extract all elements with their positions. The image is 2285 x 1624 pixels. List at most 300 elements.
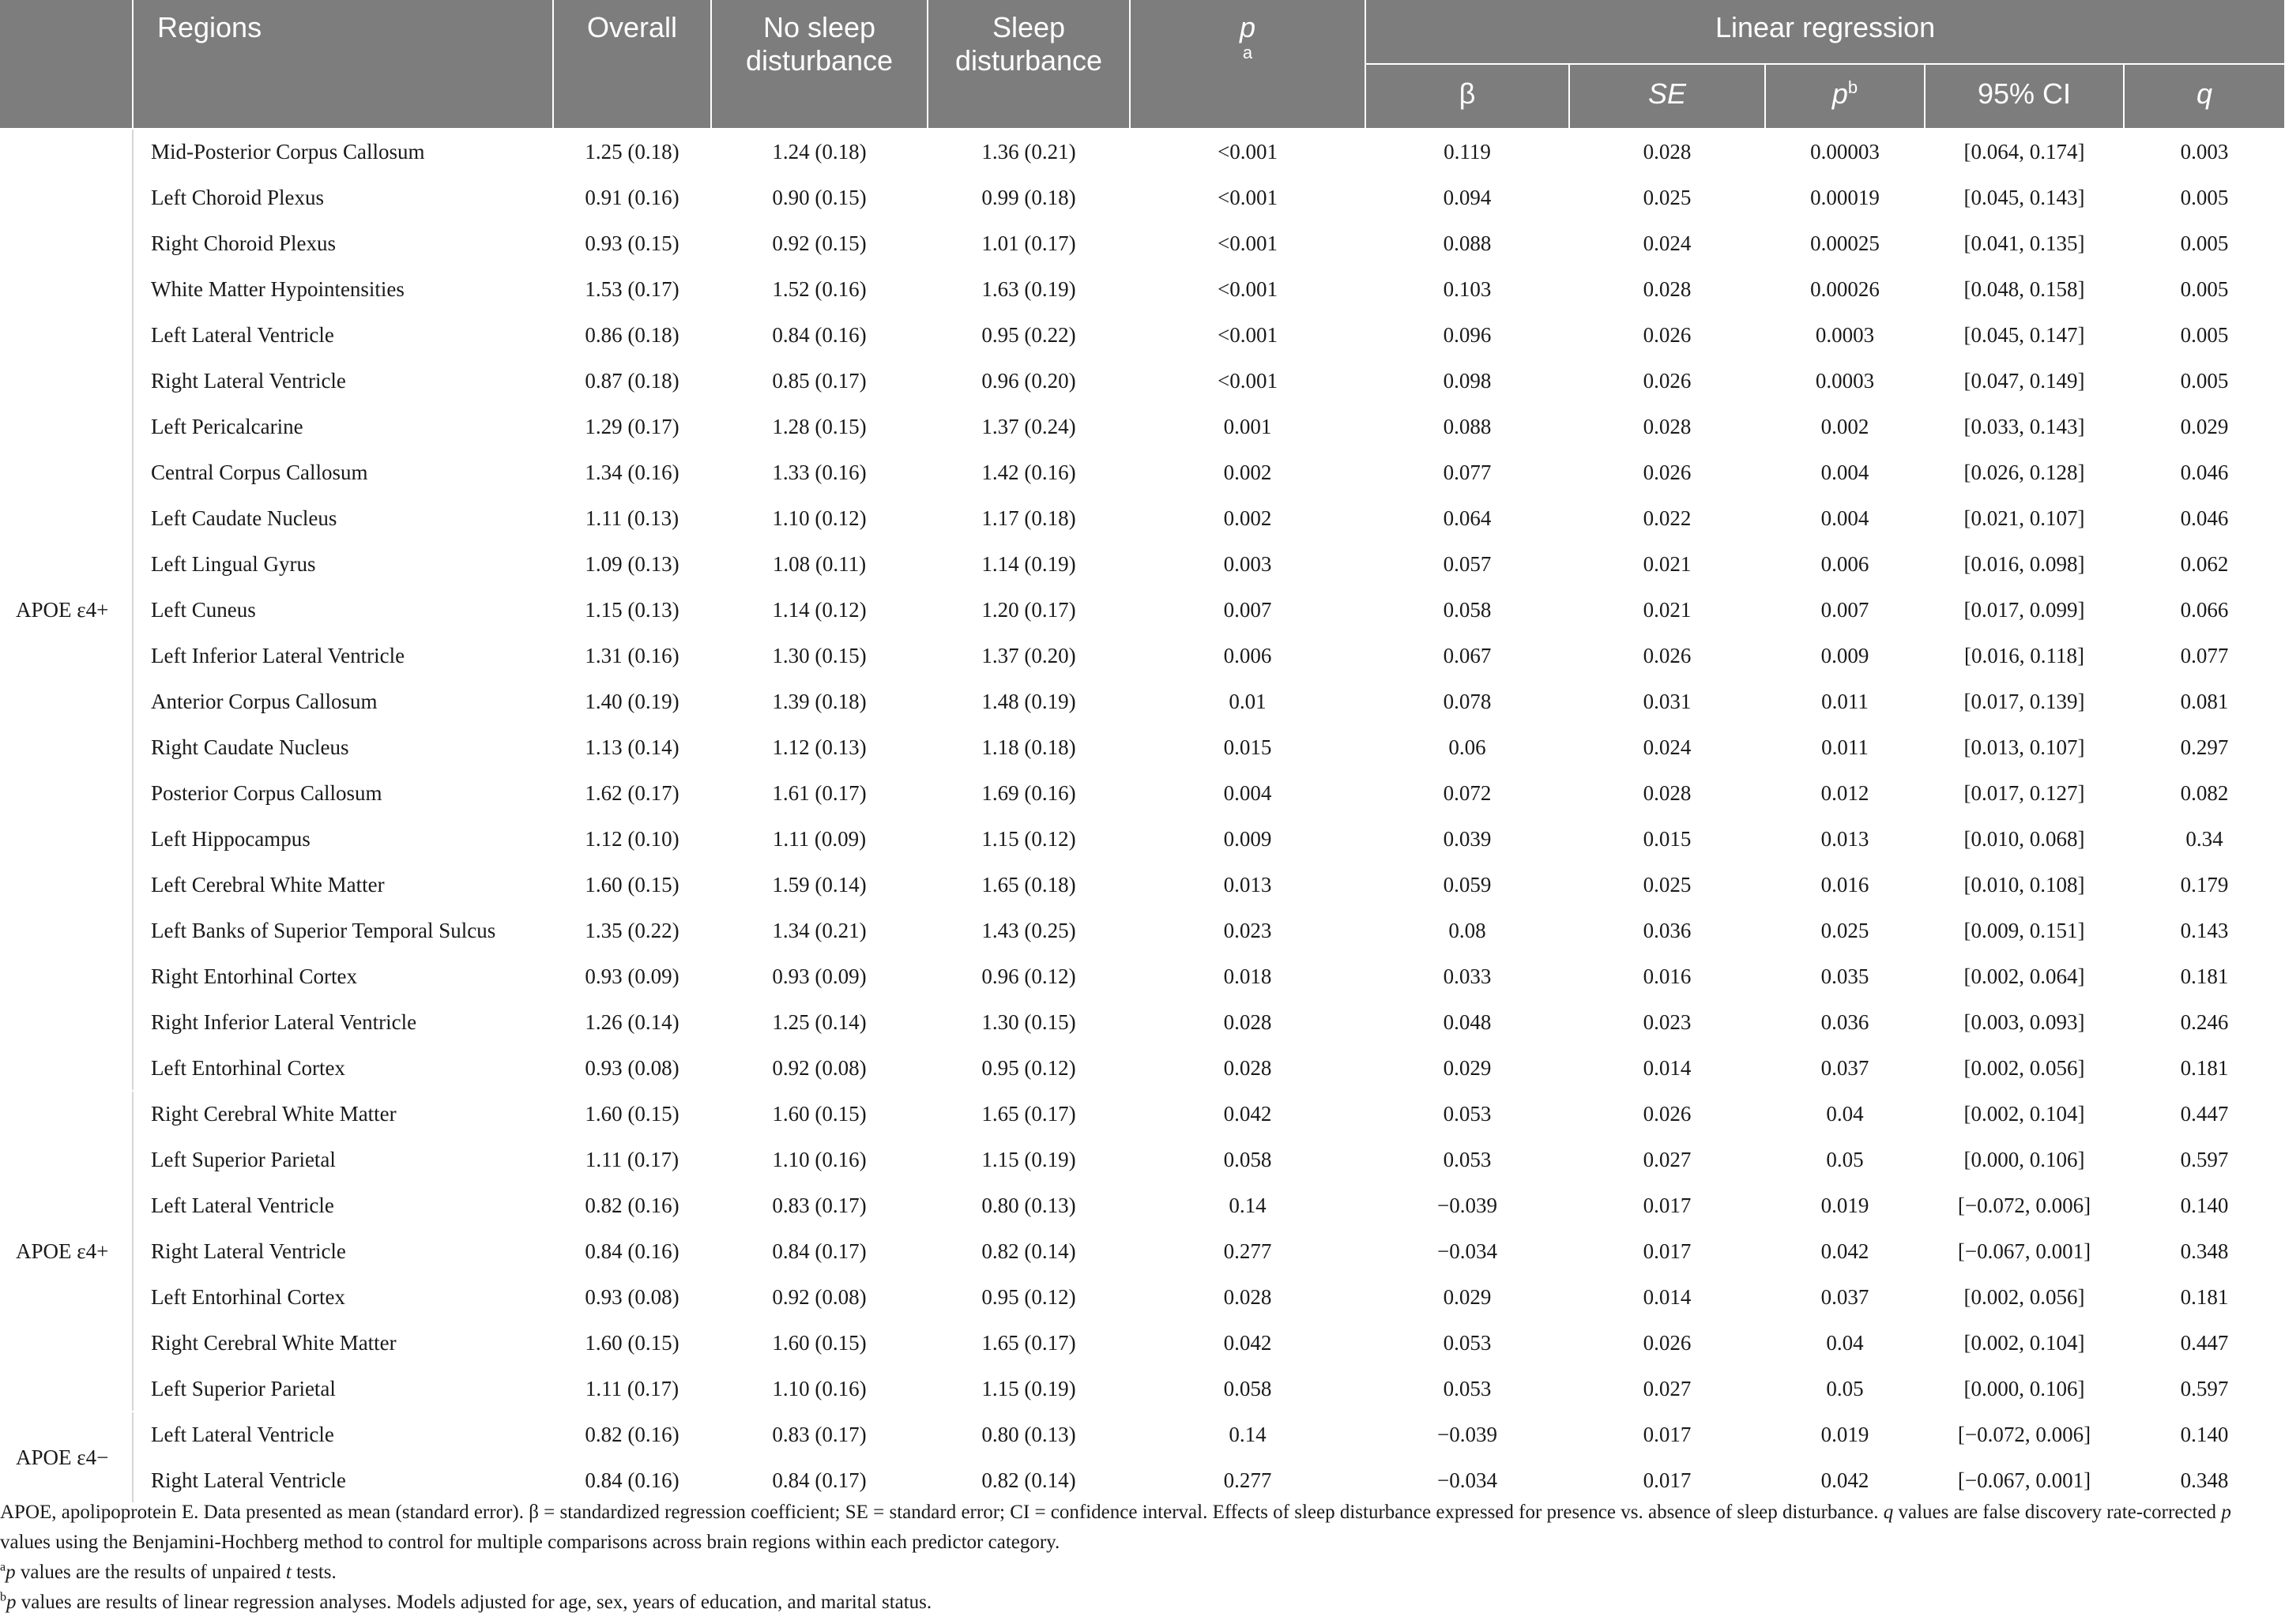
cell-region: Left Cuneus bbox=[133, 587, 553, 633]
header-q: q bbox=[2124, 64, 2285, 129]
cell-region: Left Pericalcarine bbox=[133, 404, 553, 449]
header-linear-regression: Linear regression bbox=[1365, 0, 2285, 64]
cell-p-b: 0.019 bbox=[1765, 1412, 1925, 1457]
cell-se: 0.026 bbox=[1569, 312, 1765, 358]
group-label: APOE ε4+ bbox=[0, 1091, 133, 1412]
cell-q: 0.181 bbox=[2124, 953, 2285, 999]
cell-sleep: 0.80 (0.13) bbox=[928, 1182, 1130, 1228]
cell-sleep: 1.37 (0.24) bbox=[928, 404, 1130, 449]
cell-region: Left Entorhinal Cortex bbox=[133, 1045, 553, 1091]
header-pb-footnote-mark: b bbox=[1847, 77, 1858, 97]
cell-no-sleep: 0.84 (0.17) bbox=[711, 1228, 928, 1274]
cell-sleep: 1.65 (0.18) bbox=[928, 862, 1130, 908]
footnote-b-p: p bbox=[6, 1592, 17, 1613]
cell-p-value: 0.009 bbox=[1130, 816, 1365, 862]
table-row bbox=[0, 449, 2285, 495]
table-row bbox=[0, 1045, 2285, 1091]
cell-p-b: 0.00025 bbox=[1765, 220, 1925, 266]
cell-q: 0.348 bbox=[2124, 1228, 2285, 1274]
cell-region: Right Choroid Plexus bbox=[133, 220, 553, 266]
cell-no-sleep: 1.61 (0.17) bbox=[711, 770, 928, 816]
cell-sleep: 1.48 (0.19) bbox=[928, 679, 1130, 724]
cell-p-value: 0.013 bbox=[1130, 862, 1365, 908]
cell-se: 0.023 bbox=[1569, 999, 1765, 1045]
cell-p-b: 0.0003 bbox=[1765, 312, 1925, 358]
cell-ci: [0.041, 0.135] bbox=[1925, 220, 2124, 266]
cell-beta: −0.034 bbox=[1365, 1228, 1569, 1274]
header-sleep-disturbance: Sleep disturbance bbox=[928, 0, 1130, 129]
footnote-main-text: APOE, apolipoprotein E. Data presented as mean (standard error). β = standardized regression coefficient; SE = standard error; CI = confidence interval. Effects of sleep disturbance expressed for presence vs. absence of sleep disturbance. bbox=[0, 1502, 1879, 1523]
cell-region: Left Inferior Lateral Ventricle bbox=[133, 633, 553, 679]
cell-p-value: 0.018 bbox=[1130, 953, 1365, 999]
table-row bbox=[0, 1320, 2285, 1366]
cell-sleep: 0.99 (0.18) bbox=[928, 175, 1130, 220]
cell-ci: [0.017, 0.099] bbox=[1925, 587, 2124, 633]
cell-q: 0.005 bbox=[2124, 358, 2285, 404]
cell-p-value: 0.003 bbox=[1130, 541, 1365, 587]
cell-region: Left Cerebral White Matter bbox=[133, 862, 553, 908]
cell-p-b: 0.025 bbox=[1765, 908, 1925, 953]
cell-beta: 0.067 bbox=[1365, 633, 1569, 679]
cell-overall: 1.60 (0.15) bbox=[553, 1320, 711, 1366]
cell-sleep: 1.65 (0.17) bbox=[928, 1320, 1130, 1366]
cell-q: 0.179 bbox=[2124, 862, 2285, 908]
cell-beta: 0.053 bbox=[1365, 1320, 1569, 1366]
cell-sleep: 1.20 (0.17) bbox=[928, 587, 1130, 633]
cell-beta: 0.06 bbox=[1365, 724, 1569, 770]
cell-se: 0.016 bbox=[1569, 953, 1765, 999]
table-row bbox=[0, 862, 2285, 908]
cell-overall: 0.86 (0.18) bbox=[553, 312, 711, 358]
cell-q: 0.003 bbox=[2124, 129, 2285, 175]
footnote-a-p: p bbox=[6, 1562, 16, 1583]
cell-region: Mid-Posterior Corpus Callosum bbox=[133, 129, 553, 175]
cell-no-sleep: 0.84 (0.16) bbox=[711, 312, 928, 358]
cell-no-sleep: 1.08 (0.11) bbox=[711, 541, 928, 587]
cell-no-sleep: 0.85 (0.17) bbox=[711, 358, 928, 404]
cell-p-b: 0.042 bbox=[1765, 1228, 1925, 1274]
cell-p-value: 0.002 bbox=[1130, 495, 1365, 541]
cell-no-sleep: 1.34 (0.21) bbox=[711, 908, 928, 953]
cell-se: 0.022 bbox=[1569, 495, 1765, 541]
cell-ci: [0.002, 0.056] bbox=[1925, 1045, 2124, 1091]
cell-q: 0.447 bbox=[2124, 1091, 2285, 1137]
cell-sleep: 1.17 (0.18) bbox=[928, 495, 1130, 541]
footnote-a-t: t bbox=[285, 1562, 292, 1583]
cell-no-sleep: 0.92 (0.08) bbox=[711, 1045, 928, 1091]
header-beta: β bbox=[1365, 64, 1569, 129]
cell-no-sleep: 0.84 (0.17) bbox=[711, 1457, 928, 1503]
cell-ci: [0.010, 0.108] bbox=[1925, 862, 2124, 908]
cell-se: 0.021 bbox=[1569, 587, 1765, 633]
header-overall: Overall bbox=[553, 0, 711, 129]
header-p-label: p bbox=[1239, 11, 1256, 43]
cell-se: 0.017 bbox=[1569, 1457, 1765, 1503]
cell-p-b: 0.04 bbox=[1765, 1320, 1925, 1366]
cell-beta: 0.077 bbox=[1365, 449, 1569, 495]
cell-overall: 1.53 (0.17) bbox=[553, 266, 711, 312]
cell-q: 0.348 bbox=[2124, 1457, 2285, 1503]
cell-p-value: 0.042 bbox=[1130, 1320, 1365, 1366]
cell-sleep: 0.80 (0.13) bbox=[928, 1412, 1130, 1457]
cell-q: 0.046 bbox=[2124, 449, 2285, 495]
cell-sleep: 1.37 (0.20) bbox=[928, 633, 1130, 679]
cell-q: 0.005 bbox=[2124, 175, 2285, 220]
cell-overall: 0.84 (0.16) bbox=[553, 1457, 711, 1503]
cell-overall: 1.09 (0.13) bbox=[553, 541, 711, 587]
cell-no-sleep: 0.92 (0.15) bbox=[711, 220, 928, 266]
cell-ci: [0.010, 0.068] bbox=[1925, 816, 2124, 862]
footnote-b bbox=[0, 1588, 2276, 1618]
cell-overall: 0.91 (0.16) bbox=[553, 175, 711, 220]
table-row bbox=[0, 999, 2285, 1045]
cell-se: 0.026 bbox=[1569, 1320, 1765, 1366]
table-row bbox=[0, 1412, 2285, 1457]
cell-ci: [0.017, 0.127] bbox=[1925, 770, 2124, 816]
table-row bbox=[0, 679, 2285, 724]
group-column-header bbox=[0, 0, 133, 129]
cell-overall: 0.84 (0.16) bbox=[553, 1228, 711, 1274]
cell-p-b: 0.013 bbox=[1765, 816, 1925, 862]
cell-se: 0.024 bbox=[1569, 724, 1765, 770]
cell-ci: [0.033, 0.143] bbox=[1925, 404, 2124, 449]
cell-sleep: 1.69 (0.16) bbox=[928, 770, 1130, 816]
cell-no-sleep: 1.12 (0.13) bbox=[711, 724, 928, 770]
cell-p-b: 0.00003 bbox=[1765, 129, 1925, 175]
cell-se: 0.017 bbox=[1569, 1412, 1765, 1457]
footnote-main bbox=[0, 1498, 2276, 1558]
cell-overall: 0.82 (0.16) bbox=[553, 1412, 711, 1457]
cell-ci: [0.002, 0.104] bbox=[1925, 1091, 2124, 1137]
cell-p-value: <0.001 bbox=[1130, 266, 1365, 312]
cell-sleep: 0.96 (0.20) bbox=[928, 358, 1130, 404]
cell-p-b: 0.00026 bbox=[1765, 266, 1925, 312]
cell-sleep: 1.30 (0.15) bbox=[928, 999, 1130, 1045]
cell-q: 0.082 bbox=[2124, 770, 2285, 816]
cell-beta: −0.039 bbox=[1365, 1412, 1569, 1457]
cell-se: 0.028 bbox=[1569, 404, 1765, 449]
cell-sleep: 1.15 (0.19) bbox=[928, 1137, 1130, 1182]
cell-se: 0.027 bbox=[1569, 1366, 1765, 1412]
cell-p-b: 0.04 bbox=[1765, 1091, 1925, 1137]
cell-p-b: 0.00019 bbox=[1765, 175, 1925, 220]
cell-p-value: <0.001 bbox=[1130, 129, 1365, 175]
cell-beta: 0.058 bbox=[1365, 587, 1569, 633]
header-no-sleep-disturbance: No sleep disturbance bbox=[711, 0, 928, 129]
cell-p-value: 0.058 bbox=[1130, 1137, 1365, 1182]
cell-region: Left Superior Parietal bbox=[133, 1137, 553, 1182]
footnote-a bbox=[0, 1558, 2276, 1588]
table-row bbox=[0, 724, 2285, 770]
cell-p-value: 0.01 bbox=[1130, 679, 1365, 724]
cell-region: Posterior Corpus Callosum bbox=[133, 770, 553, 816]
cell-sleep: 1.15 (0.12) bbox=[928, 816, 1130, 862]
cell-beta: 0.096 bbox=[1365, 312, 1569, 358]
cell-overall: 1.13 (0.14) bbox=[553, 724, 711, 770]
cell-se: 0.014 bbox=[1569, 1274, 1765, 1320]
header-pb-label: p bbox=[1831, 77, 1848, 110]
cell-se: 0.026 bbox=[1569, 1091, 1765, 1137]
table-row bbox=[0, 953, 2285, 999]
cell-beta: 0.08 bbox=[1365, 908, 1569, 953]
header-p-b bbox=[1765, 64, 1925, 129]
cell-p-b: 0.002 bbox=[1765, 404, 1925, 449]
cell-sleep: 0.82 (0.14) bbox=[928, 1457, 1130, 1503]
cell-overall: 1.11 (0.13) bbox=[553, 495, 711, 541]
cell-beta: 0.098 bbox=[1365, 358, 1569, 404]
cell-region: Left Choroid Plexus bbox=[133, 175, 553, 220]
cell-p-b: 0.004 bbox=[1765, 449, 1925, 495]
cell-overall: 1.25 (0.18) bbox=[553, 129, 711, 175]
footnote-b-mark: b bbox=[0, 1590, 6, 1604]
cell-se: 0.028 bbox=[1569, 266, 1765, 312]
cell-no-sleep: 0.92 (0.08) bbox=[711, 1274, 928, 1320]
cell-ci: [0.047, 0.149] bbox=[1925, 358, 2124, 404]
cell-beta: 0.094 bbox=[1365, 175, 1569, 220]
cell-overall: 1.40 (0.19) bbox=[553, 679, 711, 724]
cell-region: Left Lateral Ventricle bbox=[133, 1412, 553, 1457]
cell-region: Right Inferior Lateral Ventricle bbox=[133, 999, 553, 1045]
cell-p-value: 0.058 bbox=[1130, 1366, 1365, 1412]
cell-beta: 0.053 bbox=[1365, 1366, 1569, 1412]
cell-no-sleep: 1.10 (0.16) bbox=[711, 1366, 928, 1412]
cell-region: Right Caudate Nucleus bbox=[133, 724, 553, 770]
cell-beta: 0.029 bbox=[1365, 1045, 1569, 1091]
table-row bbox=[0, 358, 2285, 404]
cell-sleep: 1.43 (0.25) bbox=[928, 908, 1130, 953]
cell-p-b: 0.036 bbox=[1765, 999, 1925, 1045]
cell-ci: [−0.067, 0.001] bbox=[1925, 1228, 2124, 1274]
table-row bbox=[0, 404, 2285, 449]
cell-overall: 0.87 (0.18) bbox=[553, 358, 711, 404]
cell-p-value: 0.023 bbox=[1130, 908, 1365, 953]
cell-sleep: 0.96 (0.12) bbox=[928, 953, 1130, 999]
cell-q: 0.181 bbox=[2124, 1274, 2285, 1320]
cell-se: 0.027 bbox=[1569, 1137, 1765, 1182]
cell-overall: 0.93 (0.08) bbox=[553, 1045, 711, 1091]
cell-no-sleep: 1.52 (0.16) bbox=[711, 266, 928, 312]
group-label: APOE ε4− bbox=[0, 1412, 133, 1503]
cell-no-sleep: 1.14 (0.12) bbox=[711, 587, 928, 633]
cell-region: Right Lateral Ventricle bbox=[133, 1457, 553, 1503]
cell-q: 0.005 bbox=[2124, 220, 2285, 266]
table-row bbox=[0, 816, 2285, 862]
cell-no-sleep: 1.30 (0.15) bbox=[711, 633, 928, 679]
cell-p-b: 0.042 bbox=[1765, 1457, 1925, 1503]
table-row bbox=[0, 495, 2285, 541]
cell-p-b: 0.05 bbox=[1765, 1366, 1925, 1412]
cell-no-sleep: 1.60 (0.15) bbox=[711, 1091, 928, 1137]
cell-se: 0.025 bbox=[1569, 175, 1765, 220]
cell-q: 0.140 bbox=[2124, 1412, 2285, 1457]
cell-region: Right Lateral Ventricle bbox=[133, 358, 553, 404]
cell-p-b: 0.037 bbox=[1765, 1045, 1925, 1091]
cell-ci: [−0.072, 0.006] bbox=[1925, 1412, 2124, 1457]
cell-overall: 1.35 (0.22) bbox=[553, 908, 711, 953]
cell-q: 0.005 bbox=[2124, 312, 2285, 358]
cell-ci: [0.016, 0.098] bbox=[1925, 541, 2124, 587]
table-row bbox=[0, 1366, 2285, 1412]
group-label: APOE ε4+ bbox=[0, 129, 133, 1091]
cell-p-b: 0.016 bbox=[1765, 862, 1925, 908]
cell-p-b: 0.05 bbox=[1765, 1137, 1925, 1182]
cell-sleep: 1.63 (0.19) bbox=[928, 266, 1130, 312]
cell-beta: 0.057 bbox=[1365, 541, 1569, 587]
table-row bbox=[0, 633, 2285, 679]
footnote-main-text-2: values are false discovery rate-corrected bbox=[1893, 1502, 2222, 1523]
cell-p-b: 0.0003 bbox=[1765, 358, 1925, 404]
cell-q: 0.062 bbox=[2124, 541, 2285, 587]
cell-overall: 0.82 (0.16) bbox=[553, 1182, 711, 1228]
cell-p-b: 0.011 bbox=[1765, 724, 1925, 770]
cell-beta: 0.059 bbox=[1365, 862, 1569, 908]
header-p-footnote-mark: a bbox=[1242, 43, 1253, 62]
cell-q: 0.005 bbox=[2124, 266, 2285, 312]
cell-region: Left Lingual Gyrus bbox=[133, 541, 553, 587]
cell-overall: 1.60 (0.15) bbox=[553, 1091, 711, 1137]
header-se: SE bbox=[1569, 64, 1765, 129]
cell-region: Left Lateral Ventricle bbox=[133, 312, 553, 358]
cell-se: 0.026 bbox=[1569, 449, 1765, 495]
cell-overall: 1.62 (0.17) bbox=[553, 770, 711, 816]
table-row bbox=[0, 1091, 2285, 1137]
cell-sleep: 0.95 (0.22) bbox=[928, 312, 1130, 358]
cell-overall: 1.34 (0.16) bbox=[553, 449, 711, 495]
table-header bbox=[0, 0, 2285, 129]
table-row bbox=[0, 175, 2285, 220]
cell-ci: [0.003, 0.093] bbox=[1925, 999, 2124, 1045]
cell-sleep: 1.14 (0.19) bbox=[928, 541, 1130, 587]
cell-beta: −0.039 bbox=[1365, 1182, 1569, 1228]
cell-q: 0.246 bbox=[2124, 999, 2285, 1045]
cell-q: 0.081 bbox=[2124, 679, 2285, 724]
cell-beta: 0.053 bbox=[1365, 1137, 1569, 1182]
table-body bbox=[0, 129, 2285, 1503]
cell-no-sleep: 0.83 (0.17) bbox=[711, 1412, 928, 1457]
cell-overall: 0.93 (0.08) bbox=[553, 1274, 711, 1320]
cell-p-value: <0.001 bbox=[1130, 358, 1365, 404]
cell-sleep: 0.95 (0.12) bbox=[928, 1274, 1130, 1320]
table-row bbox=[0, 587, 2285, 633]
cell-overall: 1.12 (0.10) bbox=[553, 816, 711, 862]
cell-beta: 0.119 bbox=[1365, 129, 1569, 175]
table-row bbox=[0, 770, 2285, 816]
cell-ci: [0.048, 0.158] bbox=[1925, 266, 2124, 312]
table-row bbox=[0, 908, 2285, 953]
cell-p-value: 0.028 bbox=[1130, 999, 1365, 1045]
cell-q: 0.34 bbox=[2124, 816, 2285, 862]
cell-q: 0.181 bbox=[2124, 1045, 2285, 1091]
cell-q: 0.029 bbox=[2124, 404, 2285, 449]
cell-se: 0.014 bbox=[1569, 1045, 1765, 1091]
cell-p-b: 0.012 bbox=[1765, 770, 1925, 816]
table-row bbox=[0, 541, 2285, 587]
cell-region: Left Hippocampus bbox=[133, 816, 553, 862]
cell-region: Anterior Corpus Callosum bbox=[133, 679, 553, 724]
header-regions: Regions bbox=[133, 0, 553, 129]
cell-q: 0.597 bbox=[2124, 1366, 2285, 1412]
cell-se: 0.036 bbox=[1569, 908, 1765, 953]
cell-p-b: 0.037 bbox=[1765, 1274, 1925, 1320]
cell-ci: [0.002, 0.104] bbox=[1925, 1320, 2124, 1366]
footnote-main-text-3: values using the Benjamini-Hochberg method to control for multiple comparisons across brain regions within each predictor category. bbox=[0, 1532, 1060, 1553]
cell-q: 0.077 bbox=[2124, 633, 2285, 679]
footnote-b-text: values are results of linear regression analyses. Models adjusted for age, sex, years of education, and marital status. bbox=[16, 1592, 932, 1613]
cell-p-value: 0.042 bbox=[1130, 1091, 1365, 1137]
cell-q: 0.066 bbox=[2124, 587, 2285, 633]
cell-no-sleep: 1.60 (0.15) bbox=[711, 1320, 928, 1366]
cell-p-value: 0.007 bbox=[1130, 587, 1365, 633]
cell-beta: 0.029 bbox=[1365, 1274, 1569, 1320]
cell-no-sleep: 0.90 (0.15) bbox=[711, 175, 928, 220]
cell-ci: [0.000, 0.106] bbox=[1925, 1366, 2124, 1412]
cell-ci: [0.013, 0.107] bbox=[1925, 724, 2124, 770]
cell-ci: [0.000, 0.106] bbox=[1925, 1137, 2124, 1182]
cell-no-sleep: 1.28 (0.15) bbox=[711, 404, 928, 449]
cell-q: 0.447 bbox=[2124, 1320, 2285, 1366]
cell-p-value: 0.015 bbox=[1130, 724, 1365, 770]
cell-se: 0.031 bbox=[1569, 679, 1765, 724]
cell-p-value: 0.002 bbox=[1130, 449, 1365, 495]
cell-overall: 1.31 (0.16) bbox=[553, 633, 711, 679]
cell-p-b: 0.035 bbox=[1765, 953, 1925, 999]
cell-beta: 0.088 bbox=[1365, 404, 1569, 449]
cell-no-sleep: 0.83 (0.17) bbox=[711, 1182, 928, 1228]
cell-beta: 0.072 bbox=[1365, 770, 1569, 816]
cell-ci: [0.016, 0.118] bbox=[1925, 633, 2124, 679]
footnote-a-text: values are the results of unpaired bbox=[15, 1562, 286, 1583]
table-row bbox=[0, 1137, 2285, 1182]
cell-p-value: 0.14 bbox=[1130, 1182, 1365, 1228]
cell-p-value: <0.001 bbox=[1130, 220, 1365, 266]
cell-p-value: 0.277 bbox=[1130, 1457, 1365, 1503]
cell-beta: 0.033 bbox=[1365, 953, 1569, 999]
cell-no-sleep: 1.59 (0.14) bbox=[711, 862, 928, 908]
cell-p-value: 0.001 bbox=[1130, 404, 1365, 449]
table-row bbox=[0, 1457, 2285, 1503]
cell-region: Left Superior Parietal bbox=[133, 1366, 553, 1412]
table-row bbox=[0, 1274, 2285, 1320]
cell-se: 0.028 bbox=[1569, 770, 1765, 816]
cell-p-b: 0.011 bbox=[1765, 679, 1925, 724]
cell-p-value: 0.277 bbox=[1130, 1228, 1365, 1274]
cell-overall: 1.15 (0.13) bbox=[553, 587, 711, 633]
cell-q: 0.297 bbox=[2124, 724, 2285, 770]
cell-p-value: 0.004 bbox=[1130, 770, 1365, 816]
cell-ci: [−0.067, 0.001] bbox=[1925, 1457, 2124, 1503]
cell-no-sleep: 0.93 (0.09) bbox=[711, 953, 928, 999]
cell-ci: [0.026, 0.128] bbox=[1925, 449, 2124, 495]
cell-p-b: 0.004 bbox=[1765, 495, 1925, 541]
cell-ci: [0.009, 0.151] bbox=[1925, 908, 2124, 953]
footnote-a-text-2: tests. bbox=[291, 1562, 337, 1583]
cell-se: 0.017 bbox=[1569, 1228, 1765, 1274]
cell-p-b: 0.009 bbox=[1765, 633, 1925, 679]
cell-sleep: 1.42 (0.16) bbox=[928, 449, 1130, 495]
cell-overall: 1.11 (0.17) bbox=[553, 1137, 711, 1182]
cell-region: Left Lateral Ventricle bbox=[133, 1182, 553, 1228]
cell-q: 0.597 bbox=[2124, 1137, 2285, 1182]
cell-overall: 1.26 (0.14) bbox=[553, 999, 711, 1045]
cell-p-value: <0.001 bbox=[1130, 312, 1365, 358]
cell-p-b: 0.019 bbox=[1765, 1182, 1925, 1228]
cell-ci: [0.045, 0.143] bbox=[1925, 175, 2124, 220]
header-p-value bbox=[1130, 0, 1365, 129]
footnote-p: p bbox=[2221, 1502, 2231, 1523]
cell-sleep: 1.01 (0.17) bbox=[928, 220, 1130, 266]
table-row bbox=[0, 1182, 2285, 1228]
cell-region: Right Cerebral White Matter bbox=[133, 1320, 553, 1366]
